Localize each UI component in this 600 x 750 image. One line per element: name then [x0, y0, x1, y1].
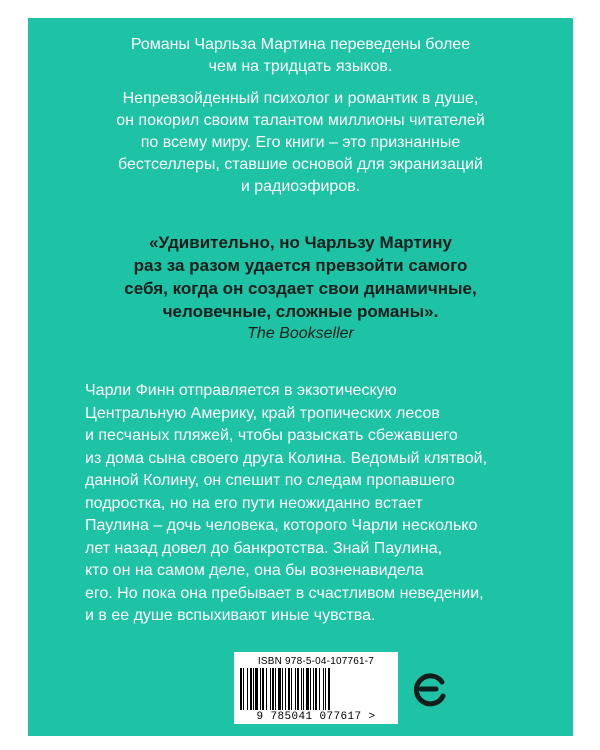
synopsis-line: из дома сына своего друга Колина. Ведомый клятвой, [85, 449, 488, 467]
intro-line: по всему миру. Его книги – это признанные [140, 134, 461, 151]
barcode-bar [310, 668, 311, 710]
intro-line: бестселлеры, ставшие основой для экранизаций [118, 156, 483, 173]
synopsis-line: лет назад довел до банкротства. Знай Паулина, [85, 539, 443, 557]
isbn-label: ISBN 978-5-04-107761-7 [257, 656, 375, 667]
synopsis-line: данной Колину, он спешит по следам пропавшего [85, 472, 455, 489]
barcode-bar [323, 668, 324, 710]
intro-paragraph-1 [28, 34, 573, 78]
publisher-logo-icon [412, 668, 448, 710]
synopsis-line: кто он на самом деле, она бы возненавидела [85, 562, 424, 579]
barcode-bar [306, 668, 309, 710]
quote-line: человечные, сложные романы». [162, 302, 439, 321]
intro-line: он покорил своим талантом миллионы читателей [116, 112, 485, 129]
synopsis [85, 380, 545, 628]
back-cover [28, 18, 573, 736]
quote-line: раз за разом удается превзойти самого [133, 256, 468, 275]
barcode-bar [270, 668, 271, 710]
barcode-bar [275, 668, 276, 710]
barcode-bar [325, 668, 326, 710]
barcode-bar [247, 668, 248, 710]
barcode-bar [301, 668, 302, 710]
quote-source: The Bookseller [247, 325, 354, 342]
intro-line: Романы Чарльза Мартина переведены более [130, 36, 471, 53]
barcode-bar [282, 668, 283, 710]
barcode-bar [255, 668, 258, 710]
barcode-bar [243, 668, 244, 710]
barcode-bar [315, 668, 317, 710]
synopsis-line: и песчаных пляжей, чтобы разыскать сбежавшего [85, 427, 458, 444]
intro-line: Непревзойденный психолог и романтик в душе, [122, 90, 479, 107]
intro-line: чем на тридцать языков. [208, 58, 393, 75]
synopsis-line: Центральную Америку, край тропических лесов [85, 404, 440, 422]
barcode [234, 652, 398, 724]
barcode-bar [285, 668, 286, 710]
quote-line: себя, когда он создает свои динамичные, [124, 279, 477, 298]
barcode-bar [303, 668, 304, 710]
barcode-bars [240, 668, 392, 710]
barcode-bar [240, 668, 242, 710]
barcode-bar [262, 668, 264, 710]
intro-paragraph-2 [28, 88, 573, 198]
intro-line: и радиоэфиров. [240, 178, 361, 195]
barcode-bar [288, 668, 290, 710]
barcode-bar [319, 668, 320, 710]
barcode-bar [260, 668, 261, 710]
synopsis-line: подростка, но на его пути неожиданно встает [85, 494, 423, 512]
synopsis-line: Чарли Финн отправляется в экзотическую [85, 382, 397, 399]
quote-line: «Удивительно, но Чарльзу Мартину [149, 233, 452, 252]
barcode-bar [328, 668, 330, 710]
barcode-bar [278, 668, 281, 710]
barcode-bar [297, 668, 299, 710]
review-quote [28, 231, 573, 323]
synopsis-line: Паулина – дочь человека, которого Чарли несколько [85, 517, 478, 534]
synopsis-line: его. Но пока она пребывает в счастливом неведении, [85, 584, 484, 602]
barcode-bar [295, 668, 296, 710]
barcode-bar [266, 668, 267, 710]
synopsis-line: и в ее душе вспыхивают иные чувства. [85, 607, 376, 624]
barcode-bar [250, 668, 252, 710]
barcode-digits: 9 785041 077617 > [256, 711, 376, 723]
barcode-bar [272, 668, 274, 710]
barcode-bar [253, 668, 254, 710]
barcode-bar [313, 668, 314, 710]
barcode-bar [291, 668, 292, 710]
